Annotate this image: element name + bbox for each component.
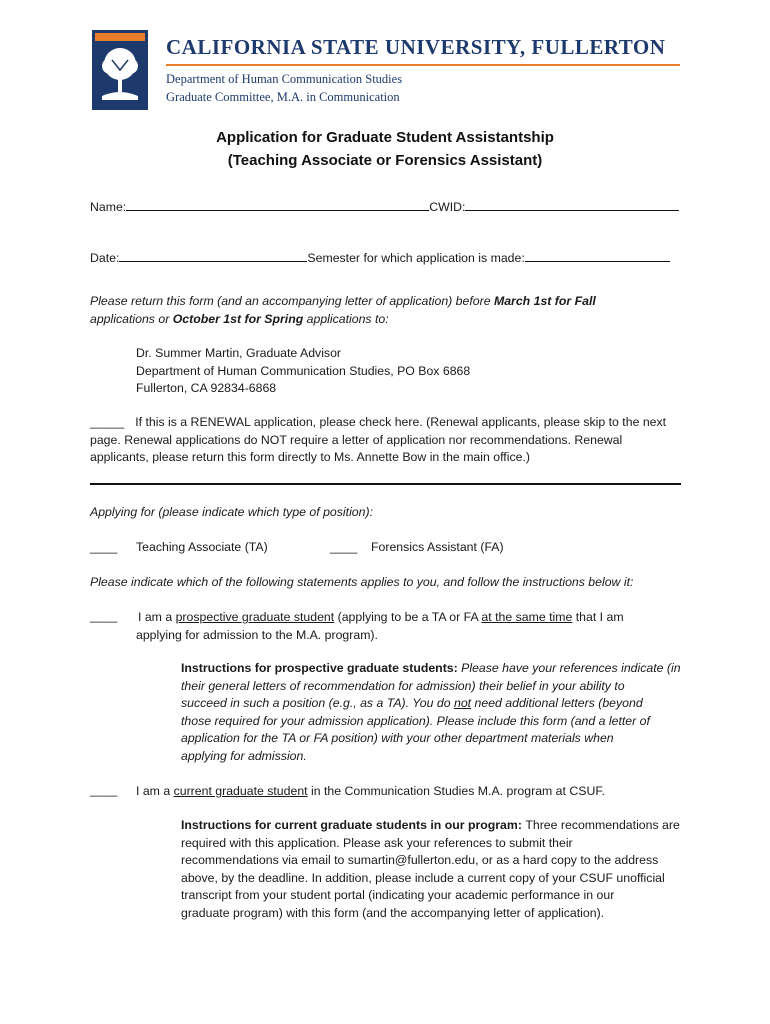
tree-seal-logo-icon bbox=[92, 30, 148, 110]
statements-prompt: Please indicate which of the following statements applies to you, and follow the instructions below it: bbox=[90, 575, 634, 589]
current-checkbox[interactable]: ____ bbox=[90, 783, 118, 797]
fall-deadline: March 1st for Fall bbox=[493, 294, 596, 308]
name-cwid-row bbox=[90, 199, 679, 214]
spring-deadline: October 1st for Spring bbox=[172, 311, 304, 326]
address-line-3: Fullerton, CA 92834-6868 bbox=[136, 381, 277, 395]
form-subtitle: (Teaching Associate or Forensics Assistant) bbox=[227, 152, 543, 169]
semester-label: Semester for which application is made: bbox=[307, 251, 525, 265]
ta-checkbox[interactable]: ____ bbox=[90, 540, 118, 554]
cwid-label: CWID: bbox=[429, 200, 466, 214]
current-instructions: Instructions for current graduate students in our program: Three recommendations are required with this application. Please ask your references to submit their recommendations via email to sumartin@fullerton.edu, or as a hard copy to the address above, by the deadline. In addition, please include a current copy of your CSUF unofficial transcript from your student portal (indicating your academic performance in our graduate program) with this form (and the accompanying letter of application). bbox=[181, 818, 680, 920]
cwid-field[interactable] bbox=[465, 199, 679, 211]
department-name: Department of Human Communication Studies bbox=[166, 72, 403, 86]
current-statement: I am a current graduate student in the Communication Studies M.A. program at CSUF. bbox=[136, 784, 605, 798]
prospective-instructions: Instructions for prospective graduate students: Please have your references indicate (in their general letters of recommendation for admission) their belief in your ability to succeed in such a position (e.g., as a TA). You do not need additional letters (beyond those required for your admission application). Please include this form (and a letter of application for the TA or FA position) with your other department materials when applying for admission. bbox=[181, 661, 681, 763]
date-semester-row bbox=[90, 250, 670, 265]
address-line-1: Dr. Summer Martin, Graduate Advisor bbox=[136, 346, 342, 360]
fa-label: Forensics Assistant (FA) bbox=[371, 540, 504, 554]
prospective-checkbox[interactable]: ____ bbox=[90, 609, 118, 623]
form-title: Application for Graduate Student Assistantship bbox=[216, 129, 554, 146]
university-name: CALIFORNIA STATE UNIVERSITY, FULLERTON bbox=[166, 35, 666, 59]
header-rule bbox=[166, 64, 680, 66]
address-line-2: Department of Human Communication Studies, PO Box 6868 bbox=[136, 363, 471, 378]
mailing-address bbox=[136, 345, 470, 398]
ta-label: Teaching Associate (TA) bbox=[136, 540, 268, 554]
date-field[interactable] bbox=[119, 250, 307, 262]
name-field[interactable] bbox=[126, 199, 429, 211]
semester-field[interactable] bbox=[525, 250, 670, 262]
renewal-checkbox[interactable]: _____ bbox=[90, 415, 125, 429]
section-divider bbox=[90, 483, 681, 485]
position-options bbox=[90, 540, 504, 554]
prospective-statement: I am a prospective graduate student (applying to be a TA or FA at the same time that I am applying for admission to the M.A. program). bbox=[136, 610, 624, 642]
date-label: Date: bbox=[90, 251, 120, 265]
return-instructions: Please return this form (and an accompanying letter of application) before March 1st for Fall applications or October 1st for Spring applications to: bbox=[90, 294, 596, 326]
committee-name: Graduate Committee, M.A. in Communication bbox=[166, 90, 400, 104]
fa-checkbox[interactable]: ____ bbox=[330, 540, 358, 554]
applying-prompt: Applying for (please indicate which type of position): bbox=[90, 505, 373, 519]
renewal-section: _____ If this is a RENEWAL application, please check here. (Renewal applicants, please skip to the next page. Renewal applications do NOT require a letter of application nor recommendations. Renewal applicants, please return this form directly to Ms. Annette Bow in the main office.) bbox=[90, 415, 667, 464]
name-label: Name: bbox=[90, 200, 127, 214]
